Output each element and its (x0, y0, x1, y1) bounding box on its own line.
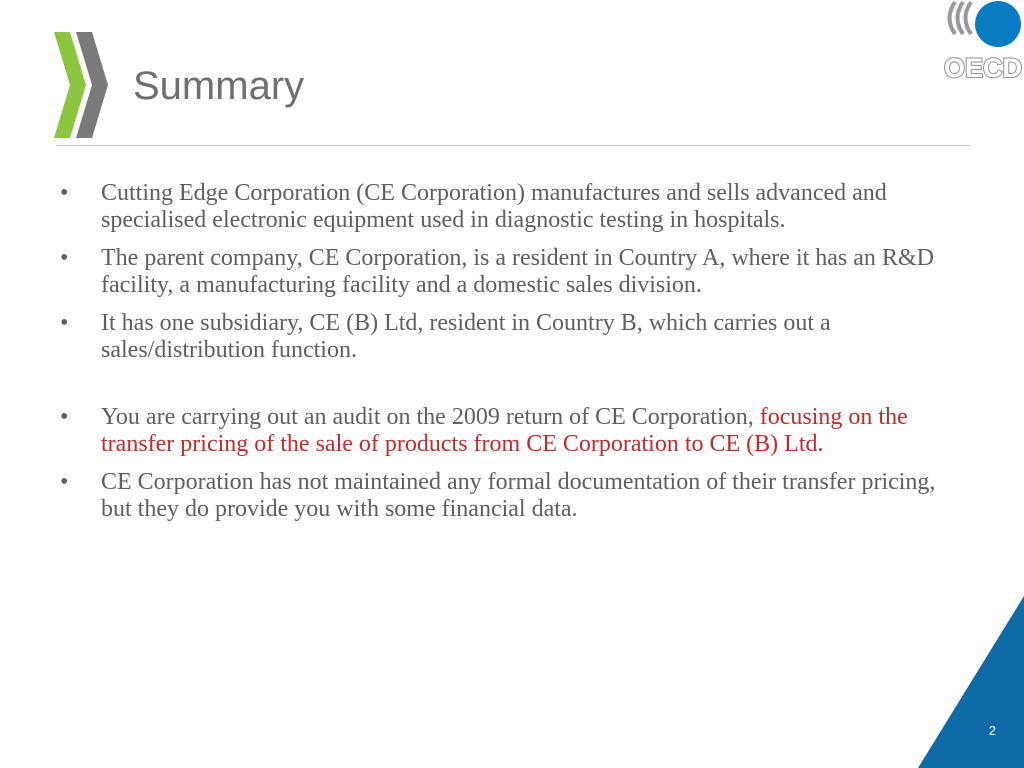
bullet-icon: • (60, 404, 69, 430)
bullet-text: You are carrying out an audit on the 2009 return of CE Corporation, (101, 404, 760, 430)
bullet-text: The parent company, CE Corporation, is a resident in Country A, where it has an R&D facility, a manufacturing facility and a domestic sales division. (101, 245, 934, 298)
page-number: 2 (988, 723, 996, 738)
bullet-text: It has one subsidiary, CE (B) Ltd, resident in Country B, which carries out a sales/distribution function. (101, 310, 831, 363)
corner-triangle-icon (918, 596, 1024, 768)
bullet-icon: • (60, 310, 69, 336)
logo-text: OECD (943, 53, 1023, 82)
bullet-highlight-text: focusing on the transfer pricing of the sale of products from CE Corporation to CE (B) Ltd. (101, 404, 908, 457)
bullet-text: CE Corporation has not maintained any formal documentation of their transfer pricing, but they do provide you with some financial data. (101, 469, 936, 522)
bullet-icon: • (60, 180, 69, 206)
bullet-icon: • (60, 469, 69, 495)
bullet-icon: • (60, 245, 69, 271)
slide-title: Summary (133, 64, 305, 108)
bullet-text: Cutting Edge Corporation (CE Corporation) manufactures and sells advanced and specialised electronic equipment used in diagnostic testing in hospitals. (101, 180, 887, 233)
